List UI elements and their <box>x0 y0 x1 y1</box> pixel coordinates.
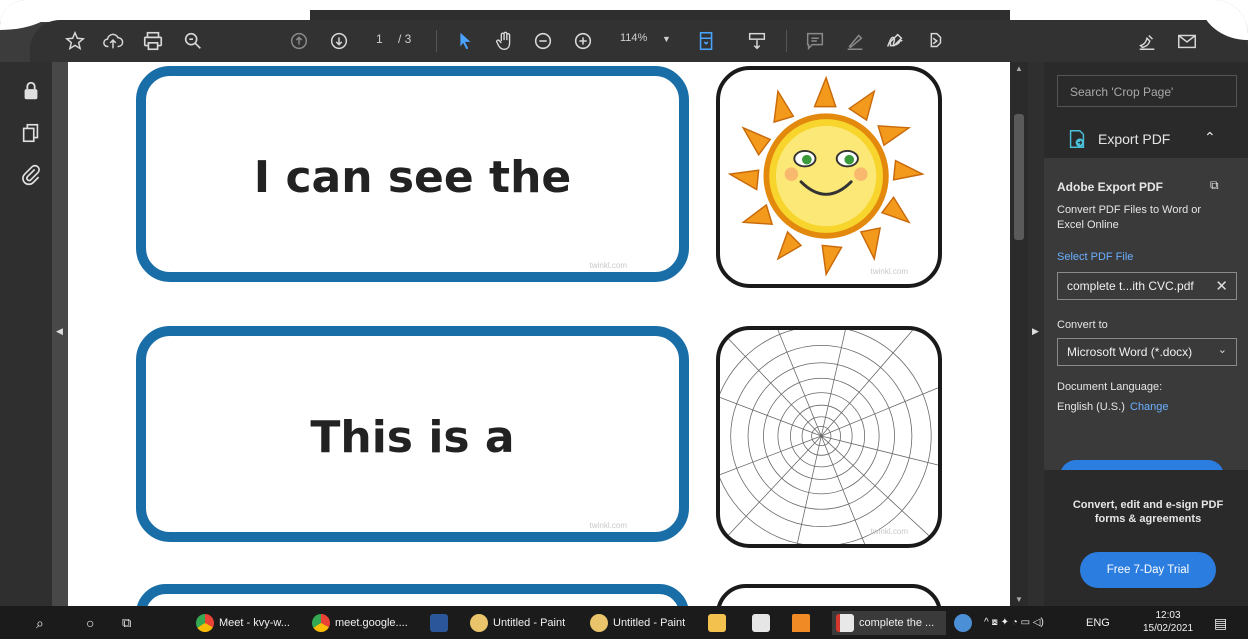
scroll-mode-icon[interactable] <box>744 28 770 54</box>
change-language-link[interactable]: Change <box>1130 401 1169 413</box>
zoom-search-icon[interactable] <box>180 28 206 54</box>
collapse-chevron-icon[interactable]: ⌃ <box>1204 129 1216 145</box>
paint-icon <box>590 614 608 632</box>
convert-to-label: Convert to <box>1057 319 1108 331</box>
sun-illustration <box>720 70 938 284</box>
export-pdf-title: Export PDF <box>1098 131 1171 147</box>
convert-format-select[interactable] <box>1057 338 1237 366</box>
tools-pane <box>1044 62 1248 606</box>
taskbar-word-icon[interactable] <box>430 611 453 635</box>
hand-icon[interactable] <box>492 28 518 54</box>
store-icon <box>752 614 770 632</box>
notifications-icon[interactable]: ▤ <box>1214 615 1228 631</box>
card-sentence-text: This is a <box>310 412 515 463</box>
taskbar-item-label: complete the ... <box>859 617 935 629</box>
selected-file-name: complete t...ith CVC.pdf <box>1067 279 1194 293</box>
scrollbar-thumb[interactable] <box>1014 114 1024 240</box>
tray-icons[interactable]: ^ ⧇ ✦ ◔ ▭ ◁) <box>984 617 1044 628</box>
clear-file-icon[interactable]: ✕ <box>1215 278 1228 295</box>
watermark: twinkl.com <box>589 521 627 530</box>
select-pdf-file-link[interactable]: Select PDF File <box>1057 251 1134 263</box>
toolbar-divider <box>786 30 787 52</box>
share-icon[interactable] <box>922 28 948 54</box>
toolbar <box>30 20 1248 62</box>
watermark: twinkl.com <box>870 267 908 276</box>
promo-text: Convert, edit and e-sign PDF forms & agreements <box>1072 499 1224 525</box>
spider-web-picture <box>716 326 942 548</box>
page-up-icon[interactable] <box>286 28 312 54</box>
left-collapse-gutter[interactable] <box>52 62 68 606</box>
print-icon[interactable] <box>140 28 166 54</box>
sun-picture <box>716 66 942 288</box>
comment-icon[interactable] <box>802 28 828 54</box>
upload-cloud-icon[interactable] <box>100 28 126 54</box>
help-circle-icon <box>954 614 972 632</box>
taskbar-vlc-icon[interactable] <box>792 611 815 635</box>
taskbar-search-icon[interactable]: ⌕ <box>36 615 44 631</box>
input-language[interactable]: ENG <box>1086 617 1110 629</box>
free-trial-button[interactable]: Free 7-Day Trial <box>1080 552 1216 588</box>
word-icon <box>430 614 448 632</box>
clock-date: 15/02/2021 <box>1142 623 1194 634</box>
export-pdf-panel <box>1044 158 1248 470</box>
selected-file-field[interactable] <box>1057 272 1237 300</box>
document-scrollbar[interactable] <box>1010 62 1028 606</box>
taskbar-item-chrome-google[interactable] <box>312 611 408 635</box>
lock-icon[interactable] <box>20 80 42 102</box>
zoom-level[interactable]: 114% <box>620 32 648 44</box>
folder-icon <box>708 614 726 632</box>
zoom-dropdown-icon[interactable]: ▼ <box>662 34 671 44</box>
cortana-icon[interactable]: ○ <box>86 615 95 631</box>
adobe-export-title: Adobe Export PDF <box>1057 180 1164 194</box>
page-down-icon[interactable] <box>326 28 352 54</box>
star-icon[interactable] <box>62 28 88 54</box>
watermark: twinkl.com <box>870 527 908 536</box>
page-current[interactable]: 1 <box>376 32 383 46</box>
scroll-down-icon[interactable]: ▼ <box>1015 595 1023 604</box>
chrome-icon <box>312 614 330 632</box>
pdf-document-view[interactable] <box>68 62 1010 606</box>
scroll-up-icon[interactable]: ▲ <box>1015 64 1023 73</box>
right-collapse-gutter[interactable] <box>1028 62 1044 606</box>
pages-icon[interactable] <box>20 122 42 144</box>
highlight-icon[interactable] <box>842 28 868 54</box>
card-sentence-text: I can see the <box>253 152 572 203</box>
sentence-card <box>136 584 689 606</box>
task-view-icon[interactable]: ⧉ <box>122 615 132 630</box>
taskbar-item-paint-1[interactable] <box>470 611 565 635</box>
help-icon[interactable] <box>954 611 977 635</box>
mail-icon[interactable] <box>1174 28 1200 54</box>
sign-icon[interactable] <box>882 28 908 54</box>
taskbar-item-paint-2[interactable] <box>590 611 685 635</box>
fill-sign-icon[interactable] <box>1134 28 1160 54</box>
collapse-right-icon[interactable]: ▶ <box>1032 326 1039 336</box>
vlc-icon <box>792 614 810 632</box>
attachment-icon[interactable] <box>20 164 42 186</box>
promo-panel <box>1044 470 1248 606</box>
paint-icon <box>470 614 488 632</box>
sentence-card <box>136 66 689 282</box>
taskbar-store-icon[interactable] <box>752 611 775 635</box>
expand-left-icon[interactable]: ◀ <box>56 326 63 336</box>
title-bar-strip <box>310 10 1010 20</box>
pdf-icon <box>836 614 854 632</box>
taskbar-item-chrome-meet[interactable] <box>196 611 290 635</box>
toolbar-divider <box>436 30 437 52</box>
zoom-in-icon[interactable] <box>570 28 596 54</box>
taskbar-item-label: meet.google.... <box>335 617 408 629</box>
taskbar-item-label: Untitled - Paint <box>613 617 686 629</box>
zoom-out-icon[interactable] <box>530 28 556 54</box>
document-language-label: Document Language: <box>1057 381 1163 393</box>
export-pdf-icon <box>1066 128 1088 150</box>
taskbar-item-label: Meet - kvy-w... <box>219 617 290 629</box>
page-total: / 3 <box>398 32 412 46</box>
next-picture <box>716 584 942 606</box>
tools-search-input[interactable]: Search 'Crop Page' <box>1057 75 1237 107</box>
chrome-icon <box>196 614 214 632</box>
copy-icon[interactable]: ⧉ <box>1210 178 1219 192</box>
left-navigation-rail <box>0 62 52 606</box>
taskbar-item-acrobat[interactable] <box>832 611 946 635</box>
taskbar-explorer-icon[interactable] <box>708 611 731 635</box>
convert-format-value: Microsoft Word (*.docx) <box>1067 345 1193 359</box>
adobe-export-description: Convert PDF Files to Word or Excel Online <box>1057 204 1202 231</box>
select-arrow-icon[interactable] <box>452 28 478 54</box>
export-pdf-header[interactable] <box>1044 122 1248 156</box>
clock-time: 12:03 <box>1155 610 1181 621</box>
windows-taskbar <box>0 606 1248 639</box>
sentence-card <box>136 326 689 542</box>
document-language-value: English (U.S.) <box>1057 401 1125 413</box>
taskbar-item-label: Untitled - Paint <box>493 617 566 629</box>
clock[interactable] <box>1138 609 1198 635</box>
watermark: twinkl.com <box>589 261 627 270</box>
chevron-down-icon: ⌄ <box>1217 344 1227 356</box>
spider-web-illustration <box>720 330 938 544</box>
fit-page-icon[interactable] <box>694 28 720 54</box>
